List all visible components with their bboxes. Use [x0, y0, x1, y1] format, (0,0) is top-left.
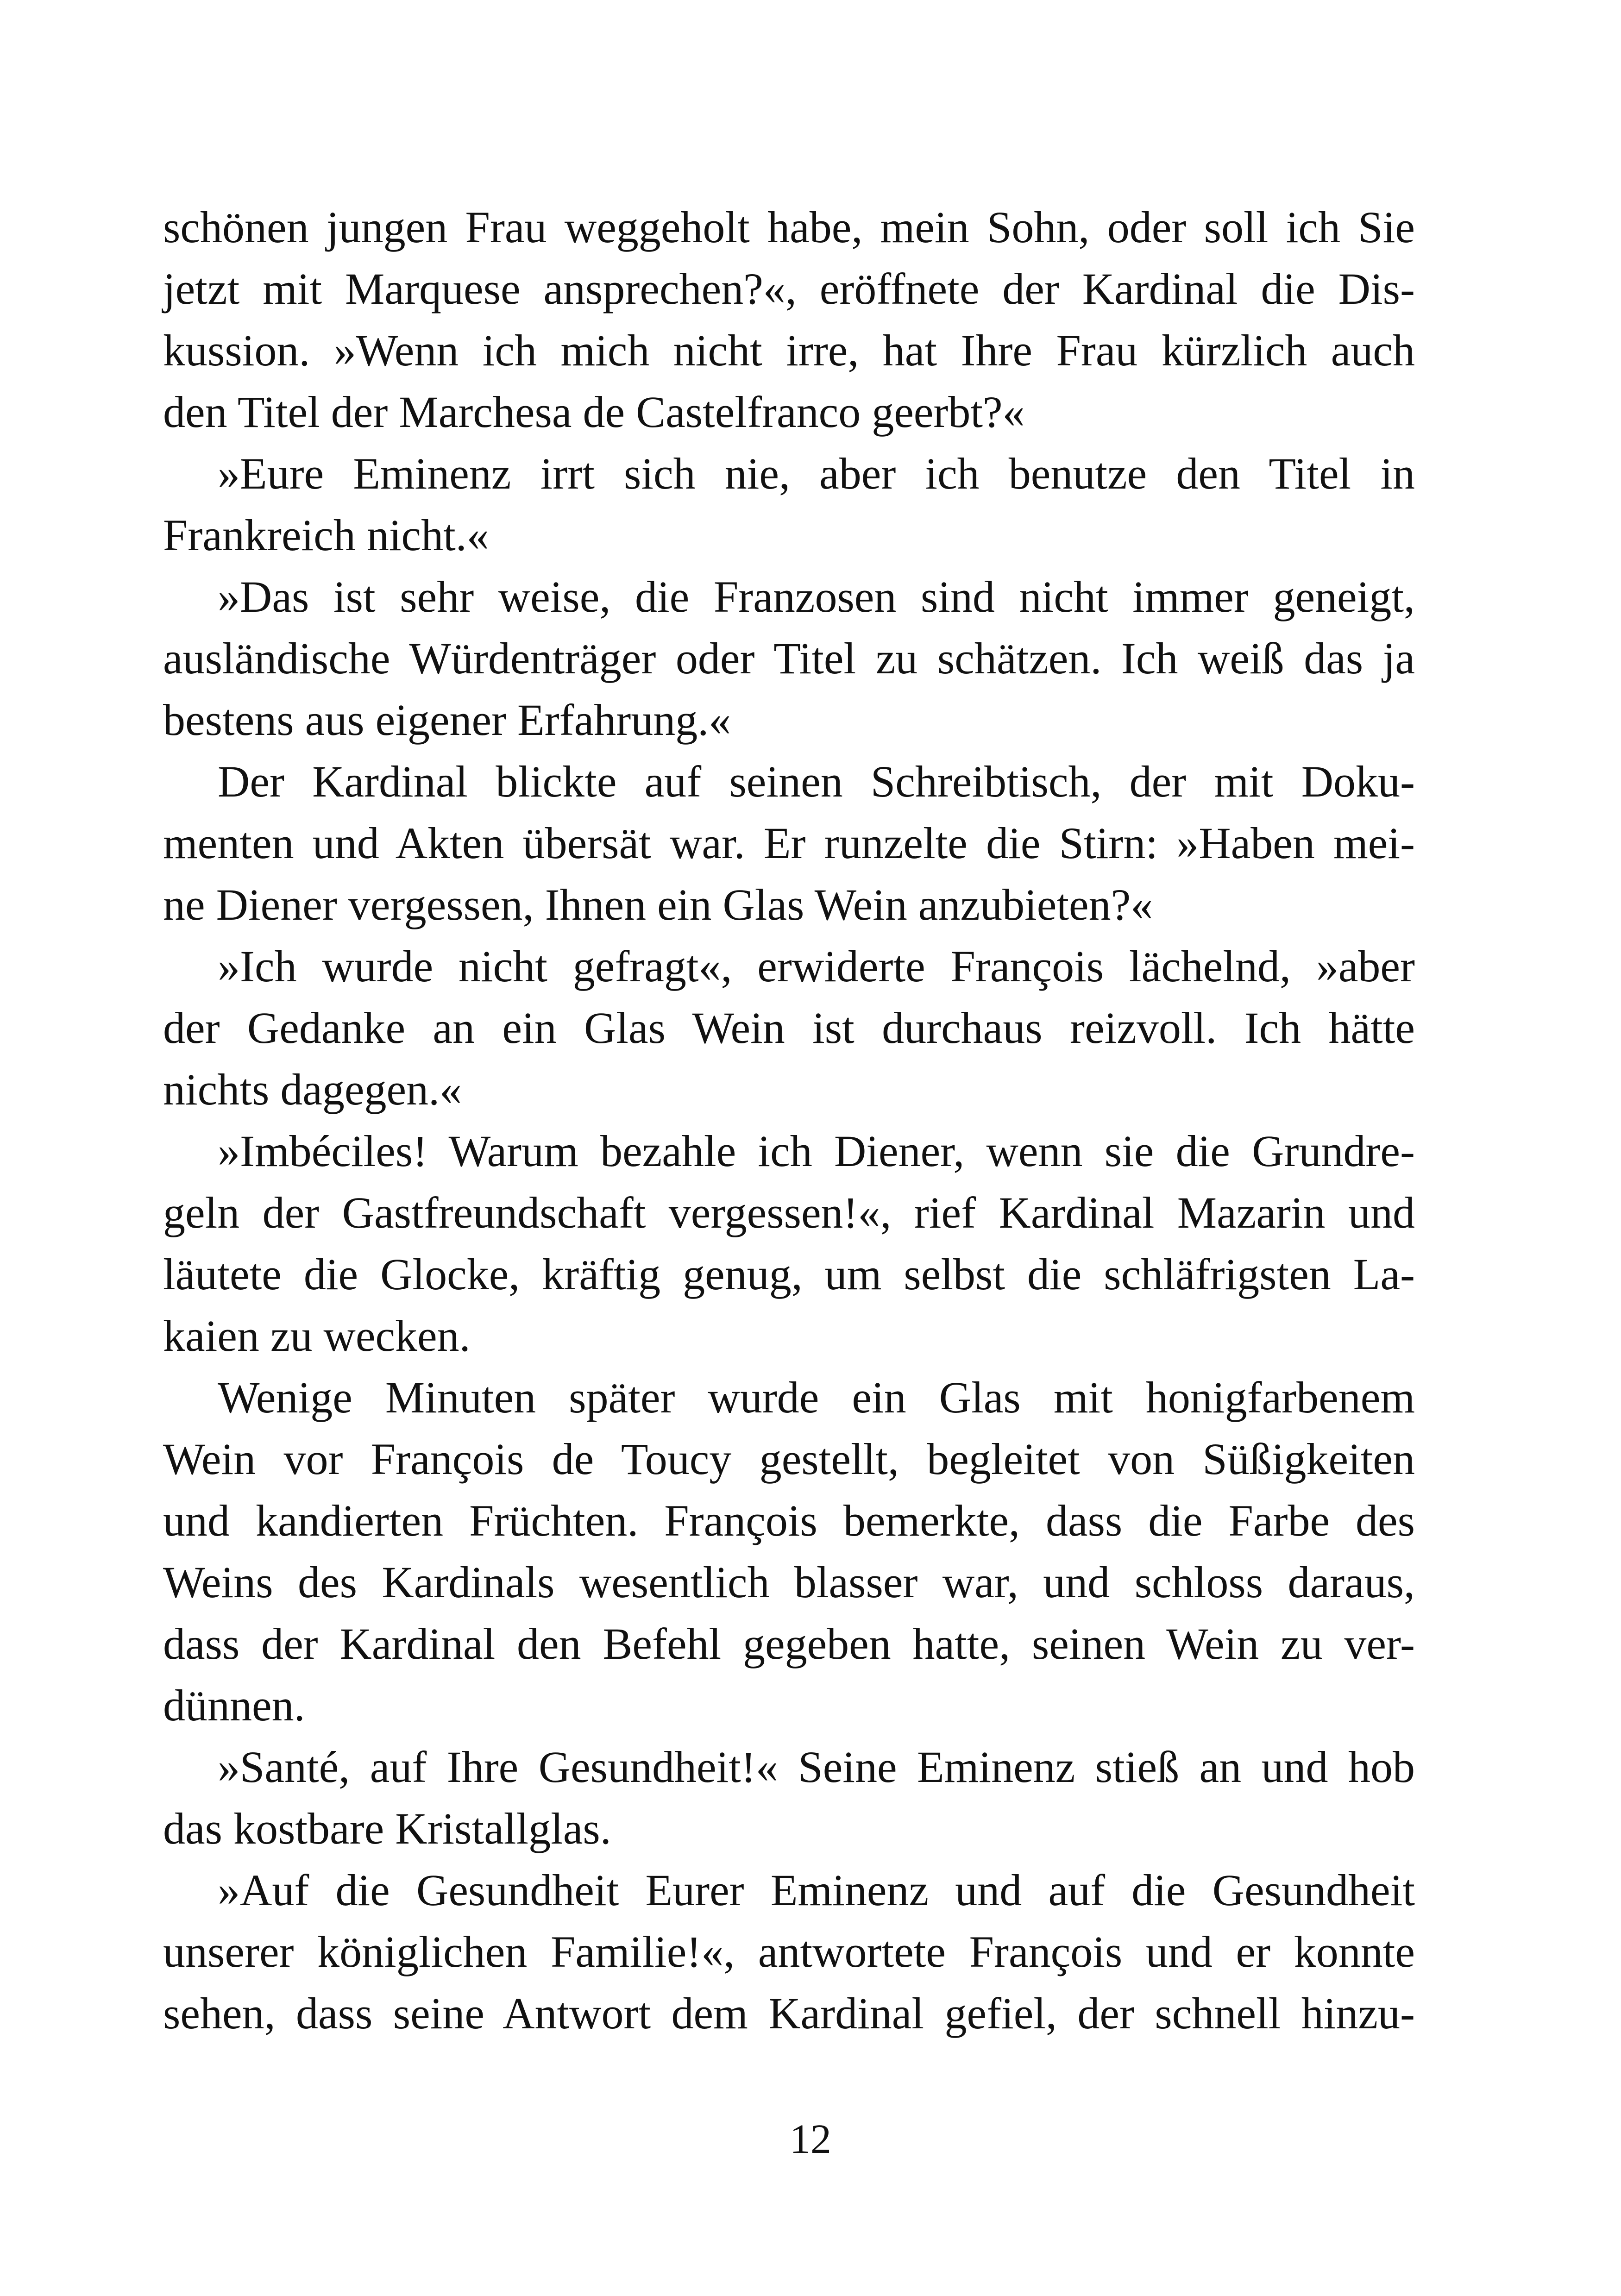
text-line: Der Kardinal blickte auf seinen Schreibtisch, der mit Doku-: [218, 757, 1415, 806]
text-line: Weins des Kardinals wesentlich blasser war, und schloss daraus,: [163, 1557, 1415, 1607]
text-line: »Eure Eminenz irrt sich nie, aber ich benutze den Titel in: [218, 449, 1415, 498]
text-line: »Santé, auf Ihre Gesundheit!« Seine Eminenz stieß an und hob: [218, 1742, 1415, 1792]
text-line: schönen jungen Frau weggeholt habe, mein Sohn, oder soll ich Sie: [163, 202, 1415, 252]
text-line: unserer königlichen Familie!«, antwortete François und er konnte: [163, 1927, 1415, 1976]
text-line: bestens aus eigener Erfahrung.«: [163, 695, 731, 745]
text-line: der Gedanke an ein Glas Wein ist durchaus reizvoll. Ich hätte: [163, 1003, 1415, 1053]
text-line: das kostbare Kristallglas.: [163, 1804, 611, 1853]
text-line: Wein vor François de Toucy gestellt, begleitet von Süßigkeiten: [163, 1434, 1415, 1484]
body-text: [163, 196, 1415, 2044]
text-line: ne Diener vergessen, Ihnen ein Glas Wein anzubieten?«: [163, 880, 1153, 929]
text-line: Frankreich nicht.«: [163, 510, 489, 560]
text-line: den Titel der Marchesa de Castelfranco geerbt?«: [163, 387, 1025, 437]
text-line: dünnen.: [163, 1681, 305, 1730]
text-line: »Ich wurde nicht gefragt«, erwiderte François lächelnd, »aber: [218, 941, 1415, 991]
text-line: und kandierten Früchten. François bemerkte, dass die Farbe des: [163, 1496, 1415, 1545]
text-line: sehen, dass seine Antwort dem Kardinal gefiel, der schnell hinzu-: [163, 1989, 1415, 2038]
text-line: jetzt mit Marquese ansprechen?«, eröffnete der Kardinal die Dis-: [163, 264, 1415, 314]
text-line: kaien zu wecken.: [163, 1311, 471, 1361]
text-line: »Imbéciles! Warum bezahle ich Diener, wenn sie die Grundre-: [218, 1126, 1415, 1176]
text-line: dass der Kardinal den Befehl gegeben hatte, seinen Wein zu ver-: [163, 1619, 1415, 1669]
text-line: läutete die Glocke, kräftig genug, um selbst die schläfrigsten La-: [163, 1249, 1415, 1299]
text-line: »Das ist sehr weise, die Franzosen sind nicht immer geneigt,: [218, 572, 1415, 621]
page-number: 12: [790, 2116, 831, 2162]
text-line: geln der Gastfreundschaft vergessen!«, rief Kardinal Mazarin und: [163, 1188, 1415, 1237]
text-line: nichts dagegen.«: [163, 1065, 462, 1114]
text-line: Wenige Minuten später wurde ein Glas mit honigfarbenem: [218, 1373, 1415, 1422]
text-line: menten und Akten übersät war. Er runzelte die Stirn: »Haben mei-: [163, 818, 1415, 868]
text-line: »Auf die Gesundheit Eurer Eminenz und auf die Gesundheit: [218, 1865, 1415, 1915]
text-line: ausländische Würdenträger oder Titel zu schätzen. Ich weiß das ja: [163, 634, 1415, 683]
text-line: kussion. »Wenn ich mich nicht irre, hat Ihre Frau kürzlich auch: [163, 326, 1415, 375]
